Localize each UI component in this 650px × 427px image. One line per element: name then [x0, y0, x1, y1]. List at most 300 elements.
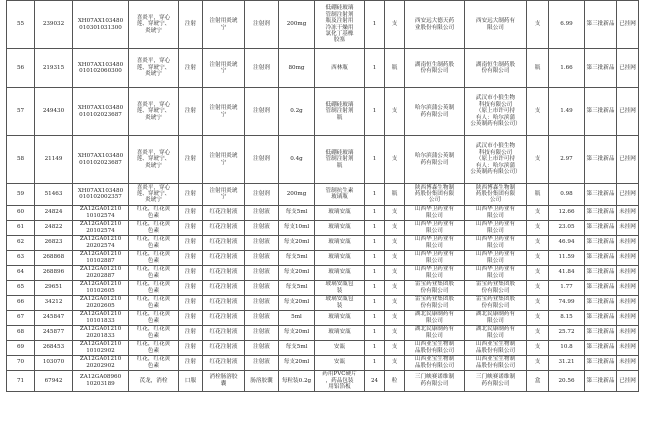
cell-code: ZA12GA01210 10102902 — [73, 340, 129, 355]
cell-status: 未挂网 — [617, 250, 639, 265]
cell-batch: 第三批新品 — [585, 295, 617, 310]
cell-name: 红花注射液 — [203, 220, 245, 235]
table-body — [7, 1, 639, 392]
cell-pack: 低硼硅玻璃 管制注射剂 瓶 — [315, 88, 365, 136]
cell-name: 注射用炎琥 宁 — [203, 49, 245, 88]
table-row — [7, 220, 639, 235]
cell-ing: 喜炎平，穿心 莲、穿琥宁、 炎琥宁 — [129, 1, 179, 49]
cell-batch: 第三批新品 — [585, 220, 617, 235]
cell-pack: 低硼硅玻璃 管制注射剂 瓶 — [315, 136, 365, 184]
cell-holder: 武汉市小狼生物 科技有限公司 （原上市许可持 有人：哈尔滨蒲 公英制药有限公司） — [465, 136, 527, 184]
cell-code: ZA12GA01210 20102574 — [73, 220, 129, 235]
cell-spec: 每支20ml — [279, 295, 315, 310]
cell-price: 6.99 — [549, 1, 585, 49]
cell-holder: 山西华卫药业有 限公司 — [465, 265, 527, 280]
cell-pack: 管制抗生素 玻璃瓶 — [315, 184, 365, 206]
cell-price: 74.99 — [549, 295, 585, 310]
cell-holder: 陕西博森生物制 药股份集团有限 公司 — [465, 184, 527, 206]
cell-spec: 每支5ml — [279, 205, 315, 220]
cell-spec: 每粒装0.2g — [279, 370, 315, 392]
cell-qty: 1 — [365, 205, 385, 220]
cell-status: 未挂网 — [617, 340, 639, 355]
cell-unit2: 支 — [527, 88, 549, 136]
cell-ing: 红花，红花黄 色素 — [129, 340, 179, 355]
cell-ing: 红花，红花黄 色素 — [129, 325, 179, 340]
cell-ing: 红花，红花黄 色素 — [129, 265, 179, 280]
cell-name: 红花注射液 — [203, 295, 245, 310]
cell-form: 肠溶胶囊 — [245, 370, 279, 392]
cell-qty: 1 — [365, 184, 385, 206]
cell-id: 29651 — [35, 280, 73, 295]
cell-price: 11.59 — [549, 250, 585, 265]
cell-status: 已挂网 — [617, 49, 639, 88]
cell-holder: 山西亚宝生物制 品股份有限公司 — [465, 340, 527, 355]
cell-ing: 红花，红花黄 色素 — [129, 205, 179, 220]
cell-ing: 喜炎平，穿心 莲、穿琥宁、 炎琥宁 — [129, 49, 179, 88]
cell-id: 268868 — [35, 250, 73, 265]
cell-price: 1.66 — [549, 49, 585, 88]
cell-no: 65 — [7, 280, 35, 295]
cell-ing: 喜炎平，穿心 莲、穿琥宁、 炎琥宁 — [129, 88, 179, 136]
cell-pack: 玻璃安瓿 — [315, 250, 365, 265]
table-row — [7, 355, 639, 370]
cell-holder: 山西华卫药业有 限公司 — [465, 205, 527, 220]
cell-id: 26823 — [35, 235, 73, 250]
cell-no: 68 — [7, 325, 35, 340]
cell-spec: 每支20ml — [279, 235, 315, 250]
cell-qty: 24 — [365, 370, 385, 392]
cell-name: 红花注射液 — [203, 235, 245, 250]
cell-mfr: 陕西博森生物制 药股份集团有限 公司 — [405, 184, 465, 206]
cell-form: 注射剂 — [245, 49, 279, 88]
cell-id: 245877 — [35, 325, 73, 340]
cell-ing: 红花，红花黄 色素 — [129, 280, 179, 295]
cell-id: 24824 — [35, 205, 73, 220]
cell-price: 12.66 — [549, 205, 585, 220]
cell-unit2: 支 — [527, 340, 549, 355]
cell-name: 注射用炎琥 宁 — [203, 1, 245, 49]
cell-price: 25.72 — [549, 325, 585, 340]
cell-code: ZA12GA01210 20202605 — [73, 295, 129, 310]
price-table-page — [6, 0, 646, 392]
cell-form: 注射液 — [245, 355, 279, 370]
cell-qty: 1 — [365, 49, 385, 88]
cell-status: 未挂网 — [617, 235, 639, 250]
table-row — [7, 136, 639, 184]
cell-status: 未挂网 — [617, 325, 639, 340]
cell-price: 46.94 — [549, 235, 585, 250]
cell-kind: 注射 — [179, 310, 203, 325]
cell-unit: 支 — [385, 1, 405, 49]
cell-no: 61 — [7, 220, 35, 235]
cell-kind: 注射 — [179, 88, 203, 136]
cell-code: XH07AX103480 010102023687 — [73, 88, 129, 136]
cell-qty: 1 — [365, 1, 385, 49]
cell-unit2: 支 — [527, 280, 549, 295]
cell-kind: 注射 — [179, 265, 203, 280]
cell-mfr: 哈尔滨蒲公英制 药有限公司 — [405, 88, 465, 136]
cell-name: 红花注射液 — [203, 205, 245, 220]
cell-pack: 安瓿 — [315, 340, 365, 355]
cell-spec: 0.2g — [279, 88, 315, 136]
cell-qty: 1 — [365, 136, 385, 184]
cell-id: 219315 — [35, 49, 73, 88]
cell-holder: 山西华卫药业有 限公司 — [465, 220, 527, 235]
cell-mfr: 雷宝药业集团股 份有限公司 — [405, 280, 465, 295]
cell-pack: 玻璃安瓿包 装 — [315, 295, 365, 310]
cell-form: 注射液 — [245, 265, 279, 280]
cell-pack: 玻璃安瓿 — [315, 310, 365, 325]
cell-status: 未挂网 — [617, 355, 639, 370]
cell-no: 63 — [7, 250, 35, 265]
cell-qty: 1 — [365, 310, 385, 325]
cell-unit: 支 — [385, 265, 405, 280]
cell-price: 2.97 — [549, 136, 585, 184]
cell-unit2: 支 — [527, 205, 549, 220]
cell-unit2: 支 — [527, 325, 549, 340]
cell-no: 56 — [7, 49, 35, 88]
cell-holder: 武汉市小狼生物 科技有限公司 （原上市许可持 有人：哈尔滨蒲 公英制药有限公司） — [465, 88, 527, 136]
cell-ing: 芪龙，消栓 — [129, 370, 179, 392]
cell-unit: 支 — [385, 220, 405, 235]
cell-mfr: 山西华卫药业有 限公司 — [405, 220, 465, 235]
cell-status: 未挂网 — [617, 220, 639, 235]
cell-unit2: 支 — [527, 310, 549, 325]
cell-form: 注射液 — [245, 280, 279, 295]
cell-price: 1.49 — [549, 88, 585, 136]
cell-spec: 5ml — [279, 310, 315, 325]
cell-price: 10.8 — [549, 340, 585, 355]
cell-id: 249430 — [35, 88, 73, 136]
cell-no: 60 — [7, 205, 35, 220]
cell-status: 已挂网 — [617, 88, 639, 136]
cell-id: 34212 — [35, 295, 73, 310]
cell-form: 注射液 — [245, 325, 279, 340]
cell-status: 未挂网 — [617, 295, 639, 310]
cell-unit2: 瓶 — [527, 49, 549, 88]
cell-holder: 雷宝药业集团股 份有限公司 — [465, 280, 527, 295]
cell-ing: 红花，红花黄 色素 — [129, 310, 179, 325]
cell-form: 注射剂 — [245, 136, 279, 184]
cell-name: 红花注射液 — [203, 280, 245, 295]
cell-unit2: 支 — [527, 265, 549, 280]
cell-pack: 玻璃安瓿 — [315, 220, 365, 235]
cell-name: 红花注射液 — [203, 250, 245, 265]
cell-unit2: 支 — [527, 1, 549, 49]
cell-name: 红花注射液 — [203, 310, 245, 325]
table-row — [7, 250, 639, 265]
cell-mfr: 山西亚宝生物制 品股份有限公司 — [405, 340, 465, 355]
table-row — [7, 340, 639, 355]
cell-pack: 玻璃安瓿包 装 — [315, 280, 365, 295]
cell-no: 71 — [7, 370, 35, 392]
cell-batch: 第三批新品 — [585, 265, 617, 280]
table-row — [7, 1, 639, 49]
cell-qty: 1 — [365, 235, 385, 250]
cell-id: 245847 — [35, 310, 73, 325]
cell-code: XH07AX103480 010102023687 — [73, 136, 129, 184]
cell-id: 24822 — [35, 220, 73, 235]
cell-unit2: 支 — [527, 295, 549, 310]
cell-batch: 第三批新品 — [585, 370, 617, 392]
cell-status: 未挂网 — [617, 205, 639, 220]
cell-kind: 注射 — [179, 325, 203, 340]
cell-form: 注射剂 — [245, 1, 279, 49]
cell-mfr: 山西亚宝生物制 品股份有限公司 — [405, 355, 465, 370]
cell-no: 67 — [7, 310, 35, 325]
cell-unit: 瓶 — [385, 49, 405, 88]
table-row — [7, 280, 639, 295]
cell-code: ZA12GA08960 10203189 — [73, 370, 129, 392]
cell-kind: 口服 — [179, 370, 203, 392]
cell-code: XH07AX103480 010102060300 — [73, 49, 129, 88]
cell-price: 23.05 — [549, 220, 585, 235]
cell-code: ZA12GA01210 10102605 — [73, 280, 129, 295]
cell-spec: 每支10ml — [279, 220, 315, 235]
cell-ing: 喜炎平，穿心 莲、穿琥宁、 炎琥宁 — [129, 136, 179, 184]
cell-spec: 80mg — [279, 49, 315, 88]
cell-no: 57 — [7, 88, 35, 136]
cell-status: 已挂网 — [617, 136, 639, 184]
cell-kind: 注射 — [179, 49, 203, 88]
cell-no: 64 — [7, 265, 35, 280]
cell-batch: 第三批新品 — [585, 340, 617, 355]
cell-unit: 支 — [385, 250, 405, 265]
cell-unit2: 盒 — [527, 370, 549, 392]
cell-spec: 0.4g — [279, 136, 315, 184]
cell-qty: 1 — [365, 340, 385, 355]
cell-unit: 支 — [385, 205, 405, 220]
cell-no: 55 — [7, 1, 35, 49]
cell-batch: 第三批新品 — [585, 355, 617, 370]
cell-kind: 注射 — [179, 295, 203, 310]
cell-spec: 每支5ml — [279, 280, 315, 295]
cell-kind: 注射 — [179, 184, 203, 206]
cell-id: 103070 — [35, 355, 73, 370]
cell-mfr: 湖北民康制药有 限公司 — [405, 310, 465, 325]
cell-holder: 雷宝药业集团股 份有限公司 — [465, 295, 527, 310]
cell-status: 已挂网 — [617, 370, 639, 392]
cell-form: 注射液 — [245, 205, 279, 220]
cell-holder: 湖南恒生制药股 份有限公司 — [465, 49, 527, 88]
cell-ing: 红花，红花黄 色素 — [129, 250, 179, 265]
cell-qty: 1 — [365, 355, 385, 370]
cell-spec: 200mg — [279, 1, 315, 49]
cell-pack: 玻璃安瓿 — [315, 205, 365, 220]
cell-mfr: 西安远大德天药 业股份有限公司 — [405, 1, 465, 49]
cell-name: 注射用炎琥 宁 — [203, 184, 245, 206]
cell-status: 已挂网 — [617, 1, 639, 49]
cell-kind: 注射 — [179, 235, 203, 250]
cell-mfr: 山西华卫药业有 限公司 — [405, 235, 465, 250]
cell-form: 注射液 — [245, 295, 279, 310]
cell-unit2: 支 — [527, 136, 549, 184]
cell-kind: 注射 — [179, 280, 203, 295]
cell-holder: 三门峡赛诺维制 药有限公司 — [465, 370, 527, 392]
cell-name: 红花注射液 — [203, 355, 245, 370]
cell-unit: 粒 — [385, 370, 405, 392]
cell-id: 239032 — [35, 1, 73, 49]
cell-name: 注射用炎琥 宁 — [203, 88, 245, 136]
cell-form: 注射液 — [245, 340, 279, 355]
cell-unit2: 支 — [527, 235, 549, 250]
cell-status: 未挂网 — [617, 265, 639, 280]
cell-pack: 药用PVC硬片 ，药品包装 用铝箔板 — [315, 370, 365, 392]
cell-batch: 第三批新品 — [585, 205, 617, 220]
cell-form: 注射液 — [245, 310, 279, 325]
cell-pack: 玻璃安瓿 — [315, 235, 365, 250]
cell-pack: 西林瓶 — [315, 49, 365, 88]
table-row — [7, 184, 639, 206]
cell-id: 51463 — [35, 184, 73, 206]
table-row — [7, 310, 639, 325]
cell-unit2: 支 — [527, 355, 549, 370]
cell-batch: 第三批新品 — [585, 310, 617, 325]
cell-unit: 支 — [385, 355, 405, 370]
cell-batch: 第三批新品 — [585, 88, 617, 136]
table-row — [7, 295, 639, 310]
cell-spec: 每支20ml — [279, 355, 315, 370]
cell-qty: 1 — [365, 280, 385, 295]
cell-pack: 安瓿 — [315, 355, 365, 370]
drug-price-table — [6, 0, 639, 392]
cell-pack: 低硼硅玻璃 管制注射剂 瓶及注射用 冷冻干燥用 氯化丁基橡 胶塞 — [315, 1, 365, 49]
cell-holder: 山西华卫药业有 限公司 — [465, 235, 527, 250]
cell-code: ZA12GA01210 10101833 — [73, 310, 129, 325]
cell-spec: 200mg — [279, 184, 315, 206]
cell-unit2: 瓶 — [527, 184, 549, 206]
cell-unit2: 支 — [527, 220, 549, 235]
cell-id: 268453 — [35, 340, 73, 355]
cell-code: ZA12GA01210 20202887 — [73, 265, 129, 280]
cell-no: 59 — [7, 184, 35, 206]
cell-code: ZA12GA01210 20201833 — [73, 325, 129, 340]
table-row — [7, 325, 639, 340]
cell-price: 1.77 — [549, 280, 585, 295]
cell-status: 未挂网 — [617, 280, 639, 295]
cell-code: XH07AX103480 010301031300 — [73, 1, 129, 49]
table-row — [7, 88, 639, 136]
cell-id: 67942 — [35, 370, 73, 392]
cell-pack: 玻璃安瓿 — [315, 265, 365, 280]
cell-price: 0.98 — [549, 184, 585, 206]
table-row — [7, 205, 639, 220]
table-row — [7, 235, 639, 250]
cell-id: 268896 — [35, 265, 73, 280]
cell-code: ZA12GA01210 10102887 — [73, 250, 129, 265]
table-row — [7, 265, 639, 280]
cell-no: 58 — [7, 136, 35, 184]
cell-mfr: 湖北民康制药有 限公司 — [405, 325, 465, 340]
cell-mfr: 山西华卫药业有 限公司 — [405, 250, 465, 265]
cell-name: 红花注射液 — [203, 325, 245, 340]
cell-unit: 支 — [385, 280, 405, 295]
cell-qty: 1 — [365, 295, 385, 310]
cell-form: 注射剂 — [245, 88, 279, 136]
cell-price: 20.56 — [549, 370, 585, 392]
cell-qty: 1 — [365, 265, 385, 280]
cell-spec: 每支20ml — [279, 265, 315, 280]
cell-kind: 注射 — [179, 250, 203, 265]
cell-id: 21149 — [35, 136, 73, 184]
cell-batch: 第三批新品 — [585, 184, 617, 206]
cell-ing: 红花，红花黄 色素 — [129, 235, 179, 250]
cell-spec: 每支5ml — [279, 250, 315, 265]
cell-holder: 湖北民康制药有 限公司 — [465, 325, 527, 340]
cell-code: ZA12GA01210 20202574 — [73, 235, 129, 250]
cell-price: 31.21 — [549, 355, 585, 370]
cell-name: 红花注射液 — [203, 340, 245, 355]
cell-batch: 第三批新品 — [585, 250, 617, 265]
cell-ing: 红花，红花黄 色素 — [129, 295, 179, 310]
cell-batch: 第三批新品 — [585, 1, 617, 49]
cell-name: 红花注射液 — [203, 265, 245, 280]
cell-batch: 第三批新品 — [585, 136, 617, 184]
cell-unit: 瓶 — [385, 184, 405, 206]
cell-form: 注射剂 — [245, 184, 279, 206]
cell-code: XH07AX103480 010102002357 — [73, 184, 129, 206]
cell-spec: 每支20ml — [279, 325, 315, 340]
cell-unit: 支 — [385, 136, 405, 184]
cell-unit: 支 — [385, 235, 405, 250]
cell-qty: 1 — [365, 325, 385, 340]
cell-kind: 注射 — [179, 1, 203, 49]
cell-holder: 西安远大制药有 限公司 — [465, 1, 527, 49]
cell-kind: 注射 — [179, 220, 203, 235]
cell-form: 注射液 — [245, 250, 279, 265]
cell-code: ZA12GA01210 10102574 — [73, 205, 129, 220]
cell-ing: 喜炎平，穿心 莲、穿琥宁、 炎琥宁 — [129, 184, 179, 206]
cell-unit2: 支 — [527, 250, 549, 265]
cell-unit: 支 — [385, 325, 405, 340]
cell-batch: 第三批新品 — [585, 235, 617, 250]
cell-qty: 1 — [365, 88, 385, 136]
cell-ing: 红花，红花黄 色素 — [129, 355, 179, 370]
cell-kind: 注射 — [179, 205, 203, 220]
cell-form: 注射液 — [245, 235, 279, 250]
cell-mfr: 湖南恒生制药股 份有限公司 — [405, 49, 465, 88]
cell-no: 70 — [7, 355, 35, 370]
cell-unit: 支 — [385, 310, 405, 325]
cell-mfr: 山西华卫药业有 限公司 — [405, 265, 465, 280]
cell-form: 注射液 — [245, 220, 279, 235]
cell-no: 69 — [7, 340, 35, 355]
cell-kind: 注射 — [179, 355, 203, 370]
cell-ing: 红花，红花黄 色素 — [129, 220, 179, 235]
cell-name: 注射用炎琥 宁 — [203, 136, 245, 184]
cell-kind: 注射 — [179, 136, 203, 184]
cell-mfr: 哈尔滨蒲公英制 药有限公司 — [405, 136, 465, 184]
cell-status: 未挂网 — [617, 310, 639, 325]
cell-holder: 山西亚宝生物制 品股份有限公司 — [465, 355, 527, 370]
cell-code: ZA12GA01210 20202902 — [73, 355, 129, 370]
table-row — [7, 370, 639, 392]
cell-holder: 山西华卫药业有 限公司 — [465, 250, 527, 265]
cell-spec: 每支5ml — [279, 340, 315, 355]
cell-holder: 湖北民康制药有 限公司 — [465, 310, 527, 325]
cell-kind: 注射 — [179, 340, 203, 355]
cell-name: 消栓肠溶胶 囊 — [203, 370, 245, 392]
cell-unit: 支 — [385, 295, 405, 310]
cell-batch: 第三批新品 — [585, 49, 617, 88]
table-row — [7, 49, 639, 88]
cell-price: 41.84 — [549, 265, 585, 280]
cell-mfr: 雷宝药业集团股 份有限公司 — [405, 295, 465, 310]
cell-qty: 1 — [365, 250, 385, 265]
cell-pack: 玻璃安瓿 — [315, 325, 365, 340]
cell-batch: 第三批新品 — [585, 280, 617, 295]
cell-batch: 第三批新品 — [585, 325, 617, 340]
